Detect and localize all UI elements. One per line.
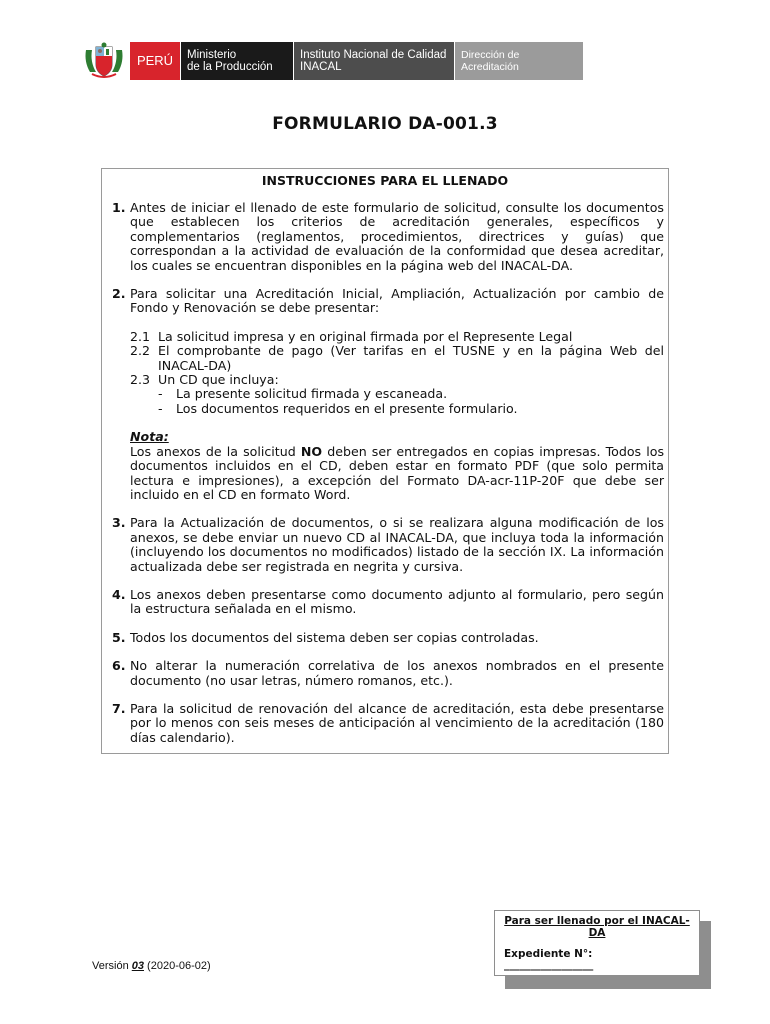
form-title: FORMULARIO DA-001.3 (272, 114, 498, 134)
sub-item-2-1: 2.1 La solicitud impresa y en original firmada por el Represente Legal (130, 328, 573, 344)
expediente-field[interactable]: _________________ (504, 959, 594, 971)
inacal-label: Instituto Nacional de Calidad INACAL (294, 42, 454, 80)
instruction-item-1: 1. Antes de iniciar el llenado de este formulario de solicitud, consulte los documentos que establecen los criterios de acreditación generales, específicos y complementarios (reglamentos, procedimientos, directrices y guías) que correspondan a la actividad de evaluación de la conformidad que desea acreditar, los cuales se encuentran disponibles en la página web del INACAL-DA. (112, 200, 664, 273)
sub-items (130, 330, 664, 416)
ministerio-label: Ministerio de la Producción (181, 42, 293, 80)
expediente-label: Expediente N°: (504, 948, 593, 960)
instructions-box (101, 168, 669, 754)
dash-item-2: - Los documentos requeridos en el presente formulario. (158, 400, 518, 416)
peru-label: PERÚ (130, 42, 180, 80)
dash-item-1: - La presente solicitud firmada y escaneada. (158, 386, 448, 402)
instruction-item-5: 5. Todos los documentos del sistema deben ser copias controladas. (112, 629, 539, 645)
instruction-item-4: 4. Los anexos deben presentarse como documento adjunto al formulario, pero según la estructura señalada en el mismo. (112, 586, 664, 617)
instruction-item-6: 6. No alterar la numeración correlativa de los anexos nombrados en el presente documento (no usar letras, número romanos, etc.). (112, 658, 664, 688)
instruction-item-2: 2. Para solicitar una Acreditación Inicial, Ampliación, Actualización por cambio de Fondo y Renovación se debe presentar: 2.1 La solicitud impresa y en original firmada por el Represente Legal 2.2 El comprobante de pago (Ver tarifas en el TUSNE y en la página Web del INACAL-DA) 2.3 Un CD que incluya: - La presente solicitud firmada y escaneada. - Los documentos requeridos en el presente formulario. Nota: Los anexos de la solicitud NO deben ser entregados en copias impresas. Todos los documentos incluidos en el CD, deben estar en formato PDF (que solo permita lectura e impresiones), a excepción del Formato DA-acr-11P-20F que debe ser incluido en el CD en formato Word. (112, 286, 665, 502)
peru-coat-of-arms-icon (82, 42, 126, 80)
header-logos (82, 42, 583, 80)
sub-item-2-2: 2.2 El comprobante de pago (Ver tarifas en el TUSNE y en la página Web del INACAL-DA) (130, 343, 664, 373)
inacal-box-title: Para ser llenado por el INACAL-DA (504, 915, 690, 939)
instructions-content (112, 201, 664, 759)
nota-text: Los anexos de la solicitud NO deben ser entregados en copias impresas. Todos los documentos incluidos en el CD, deben estar en formato PDF (que solo permita lectura e impresiones), a excepción del Formato DA-acr-11P-20F que debe ser incluido en el CD en formato Word. (130, 443, 665, 502)
direccion-label: Dirección de Acreditación (455, 42, 583, 80)
instructions-heading: INSTRUCCIONES PARA EL LLENADO (261, 173, 509, 188)
instruction-item-7: 7. Para la solicitud de renovación del alcance de acreditación, esta debe presentarse por lo menos con seis meses de anticipación al vencimiento de la acreditación (180 días calendario). (112, 700, 664, 745)
nota-block (130, 430, 664, 502)
sub-item-2-3: 2.3 Un CD que incluya: (130, 372, 279, 388)
version-footer: Versión 03 (2020-06-02) (92, 960, 211, 972)
item-2-text: Para solicitar una Acreditación Inicial, Ampliación, Actualización por cambio de Fondo y Renovación se debe presentar: (130, 286, 664, 316)
instruction-item-3: 3. Para la Actualización de documentos, o si se realizara alguna modificación de los anexos, se debe enviar un nuevo CD al INACAL-DA, que incluya toda la información (incluyendo los documentos no modificados) listado de la sección IX. La información actualizada debe ser registrada en negrita y cursiva. (112, 515, 664, 574)
nota-label: Nota: (130, 429, 169, 445)
inacal-use-box (494, 910, 700, 976)
